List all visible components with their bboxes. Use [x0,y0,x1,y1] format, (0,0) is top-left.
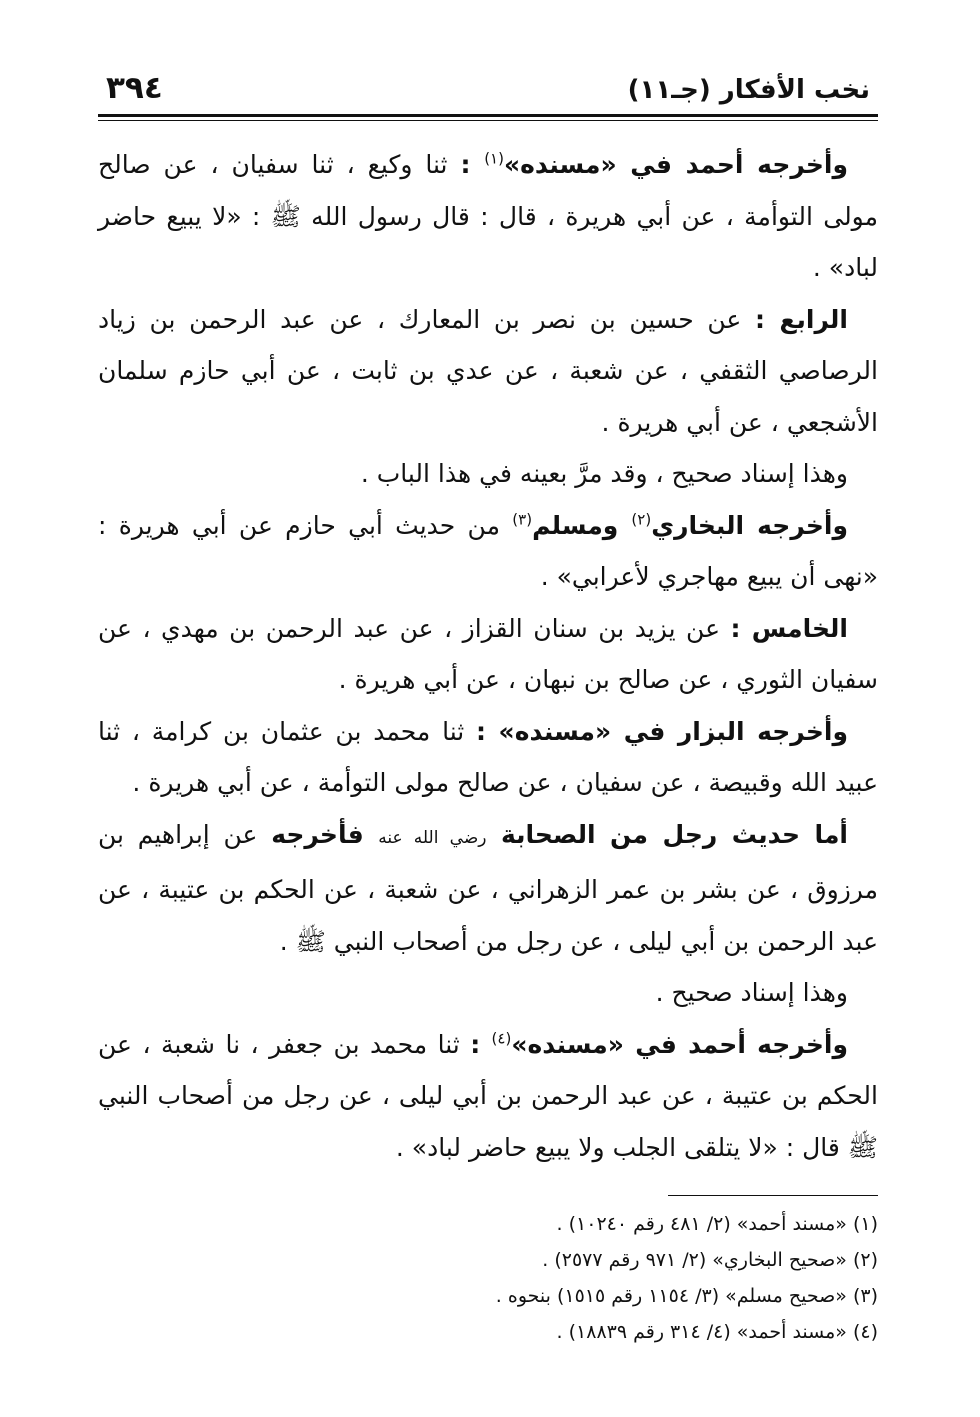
page-number: ٣٩٤ [106,70,163,106]
paragraph-lead: الرابع : [755,304,848,334]
paragraph-text: ثنا وكيع ، ثنا سفيان ، عن صالح مولى التوأمة ، عن أبي هريرة ، قال : قال رسول الله ﷺ : «لا يبيع حاضر لباد» . [98,150,878,282]
paragraph-lead: وأخرجه البزار في «مسنده» : [476,716,848,746]
honorific-glyph: رضي الله عنه [378,827,487,848]
main-text [98,139,878,1173]
footnote-4: (٤) «مسند أحمد» (٤/ ٣١٤ رقم ١٨٨٣٩) . [556,1321,878,1343]
paragraph-lead: الخامس : [730,613,848,643]
paragraph-fifth-chain [98,603,878,706]
footnote-ref-3: (٣) [512,510,533,529]
header-rule-thin [98,120,878,121]
footnote-separator [668,1195,878,1196]
footnotes [98,1206,878,1350]
header-rule-thick [98,114,878,117]
paragraph-lead-second: ومسلم [532,510,632,540]
paragraph-fourth-chain [98,294,878,449]
paragraph-text: وهذا إسناد صحيح ، وقد مرَّ بعينه في هذا الباب . [360,459,848,488]
paragraph-companion-hadith [98,809,878,968]
footnote-ref-2: (٢) [631,510,652,529]
paragraph-lead: وأخرجه أحمد في «مسنده» [511,1029,849,1059]
paragraph-text: عن إبراهيم بن مرزوق ، عن بشر بن عمر الزهراني ، عن شعبة ، عن الحكم بن عتيبة ، عن عبد الرحمن بن أبي ليلى ، عن رجل من أصحاب النبي ﷺ . [98,819,878,956]
paragraph-ahmad-2 [98,1019,878,1174]
paragraph-lead: وأخرجه البخاري [651,510,848,540]
paragraph-text: ثنا محمد بن عثمان بن كرامة ، ثنا عبيد الله وقبيصة ، عن سفيان ، عن صالح مولى التوأمة ، عن أبي هريرة . [98,716,878,797]
paragraph-text: عن حسين بن نصر بن المعارك ، عن عبد الرحمن بن زياد الرصاصي الثقفي ، عن شعبة ، عن عدي بن ثابت ، عن أبي حازم سلمان الأشجعي ، عن أبي هريرة . [98,304,878,437]
paragraph-lead-end: : [460,150,485,179]
paragraph-text: وهذا إسناد صحيح . [655,978,848,1007]
paragraph-bukhari-muslim [98,500,878,603]
book-page [98,70,878,1350]
paragraph-lead-end: : [470,1029,492,1059]
paragraph-text: ثنا محمد بن جعفر ، نا شعبة ، عن الحكم بن عتيبة ، عن عبد الرحمن بن أبي ليلى ، عن رجل من أصحاب النبي ﷺ قال : «لا يتلقى الجلب ولا يبيع حاضر لباد» . [98,1029,878,1162]
paragraph-isnad-note-2 [98,967,878,1019]
footnote-1: (١) «مسند أحمد» (٢/ ٤٨١ رقم ١٠٢٤٠) . [556,1213,878,1235]
paragraph-lead-second: فأخرجه [271,819,379,849]
footnote-ref-1: (١) [484,149,504,168]
page-header [98,70,878,110]
footnote-ref-4: (٤) [491,1029,512,1048]
paragraph-text: من حديث أبي حازم عن أبي هريرة : «نهى أن يبيع مهاجري لأعرابي» . [98,510,878,591]
paragraph-isnad-note-1 [98,448,878,500]
footnote-2: (٢) «صحيح البخاري» (٢/ ٩٧١ رقم ٢٥٧٧) . [542,1249,878,1271]
running-title: نخب الأفكار (جـ١١) [627,75,870,105]
footnote-3: (٣) «صحيح مسلم» (٣/ ١١٥٤ رقم ١٥١٥) بنحوه . [495,1285,878,1307]
paragraph-text: عن يزيد بن سنان القزاز ، عن عبد الرحمن بن مهدي ، عن سفيان الثوري ، عن صالح بن نبهان ، عن أبي هريرة . [98,613,878,694]
paragraph-ahmad-1 [98,139,878,294]
paragraph-bazzar [98,706,878,809]
paragraph-lead: وأخرجه أحمد في «مسنده» [503,150,849,179]
paragraph-lead: أما حديث رجل من الصحابة [486,819,848,849]
